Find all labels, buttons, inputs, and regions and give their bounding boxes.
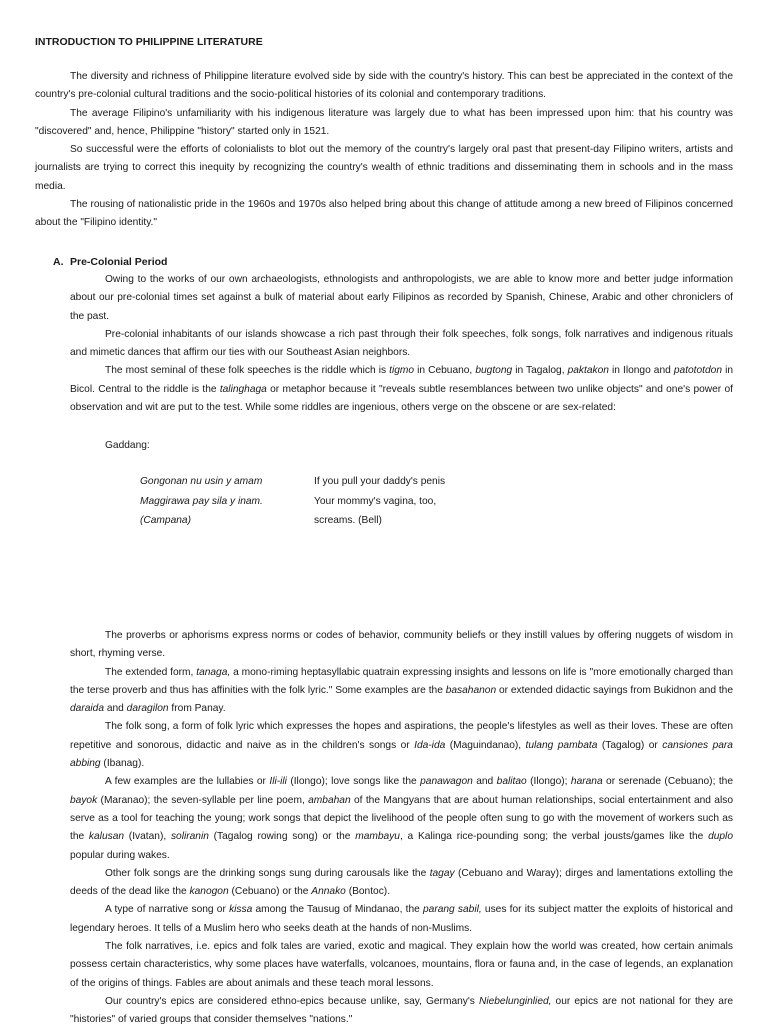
riddle-line [140,512,445,532]
riddle-block [140,473,445,532]
riddle-label: Gaddang: [105,440,150,451]
riddle-original: Maggirawa pay sila y inam. [140,495,263,507]
intro-section [35,68,733,233]
body-paragraph-2: The extended form, tanaga, a mono-riming heptasyllabic quatrain expressing insights and lessons on life is "more emotionally charged than the terse proverb and thus has affinities with the folk lyric." Some examples are the basahanon or extended didactic sayings from Bukidnon and the daraida and daragilon from Panay. [70,666,734,715]
body-paragraph-1: The proverbs or aphorisms express norms or codes of behavior, community beliefs or they instill values by offering nuggets of wisdom in short, rhyming verse. [70,630,733,660]
pre-colonial-section [70,271,733,417]
body-paragraph-5: Other folk songs are the drinking songs sung during carousals like the tagay (Cebuano and Waray); dirges and lamentations extolling the deeds of the dead like the kanogon (Cebuano) or the Annako (Bontoc). [70,867,733,898]
body-paragraph-4: A few examples are the lullabies or Ili-ili (Ilongo); love songs like the panawagon and balitao (Ilongo); harana or serenade (Cebuano); the bayok (Maranao); the seven-syllable per line poem, ambahan of the Mangyans that are about human relationships, social entertainment and also serve as a tool for teaching the young; work songs that depict the livelihood of the people often sung to go with the movement of workers such as the kalusan (Ivatan), soliranin (Tagalog rowing song) or the mambayu, a Kalinga rice-pounding song; the verbal jousts/games like the duplo popular during wakes. [70,776,733,861]
intro-paragraph-3: So successful were the efforts of colonialists to blot out the memory of the country's largely oral past that present-day Filipino writers, artists and journalists are trying to correct this inequity by recognizing the country's wealth of ethnic traditions and disseminating them in schools and in the mass media. [35,144,733,192]
section-title: Pre-Colonial Period [70,256,168,268]
folk-literature-section [70,627,733,1030]
riddle-original: Gongonan nu usin y amam [140,476,263,487]
section-label: A. [53,256,64,268]
section-paragraph-1: Owing to the works of our own archaeologists, ethnologists and anthropologists, we are able to know more and better judge information about our pre-colonial times set against a bulk of material about early Filipinos as recorded by Spanish, Chinese, Arabic and other chroniclers of the past. [70,274,733,322]
section-heading [53,253,167,271]
intro-paragraph-4: The rousing of nationalistic pride in the 1960s and 1970s also helped bring about this change of attitude among a new breed of Filipinos concerned about the "Filipino identity." [35,199,733,229]
document-title: INTRODUCTION TO PHILIPPINE LITERATURE [35,36,263,48]
riddle-translation: screams. (Bell) [314,515,382,526]
body-paragraph-7: The folk narratives, i.e. epics and folk tales are varied, exotic and magical. They explain how the world was created, how certain animals possess certain characteristics, why some places have waterfalls, volcanoes, mountains, flora or fauna and, in the case of legends, an explanation of the origins of things. Fables are about animals and these teach moral lessons. [70,941,733,989]
riddle-line [140,473,445,493]
section-paragraph-2: Pre-colonial inhabitants of our islands showcase a rich past through their folk speeches, folk songs, folk narratives and indigenous rituals and mimetic dances that affirm our ties with our Southeast Asian neighbors. [70,328,733,359]
riddle-translation: If you pull your daddy's penis [314,476,446,487]
intro-paragraph-2: The average Filipino's unfamiliarity with his indigenous literature was largely due to what has been impressed upon him: that his country was "discovered" and, hence, Philippine "history" started only in 1521. [35,107,733,137]
intro-paragraph-1: The diversity and richness of Philippine literature evolved side by side with the country's history. This can best be appreciated in the context of the country's pre-colonial cultural traditions and the socio-political histories of its colonial and contemporary traditions. [35,71,733,101]
body-paragraph-3: The folk song, a form of folk lyric which expresses the hopes and aspirations, the people's lifestyles as well as their loves. These are often repetitive and sonorous, didactic and naive as in the children's songs or Ida-ida (Maguindanao), tulang pambata (Tagalog) or cansiones para abbing (Ibanag). [70,721,733,770]
riddle-line [140,493,445,513]
section-paragraph-3: The most seminal of these folk speeches is the riddle which is tigmo in Cebuano, bugtong in Tagalog, paktakon in Ilongo and patototdon in Bicol. Central to the riddle is the talinghaga or metaphor because it "reveals subtle resemblances between two unlike objects" and one's power of observation and wit are put to the test. While some riddles are ingenious, others verge on the obscene or are sex-related: [70,365,733,414]
body-paragraph-8: Our country's epics are considered ethno-epics because unlike, say, Germany's Niebelunginlied, our epics are not national for they are "histories" of varied groups that consider themselves "nations." [70,995,733,1026]
riddle-original: (Campana) [140,515,191,526]
body-paragraph-6: A type of narrative song or kissa among the Tausug of Mindanao, the parang sabil, uses for its subject matter the exploits of historical and legendary heroes. It tells of a Muslim hero who seeks death at the hands of non-Muslims. [70,904,733,934]
riddle-translation: Your mommy's vagina, too, [314,495,437,507]
